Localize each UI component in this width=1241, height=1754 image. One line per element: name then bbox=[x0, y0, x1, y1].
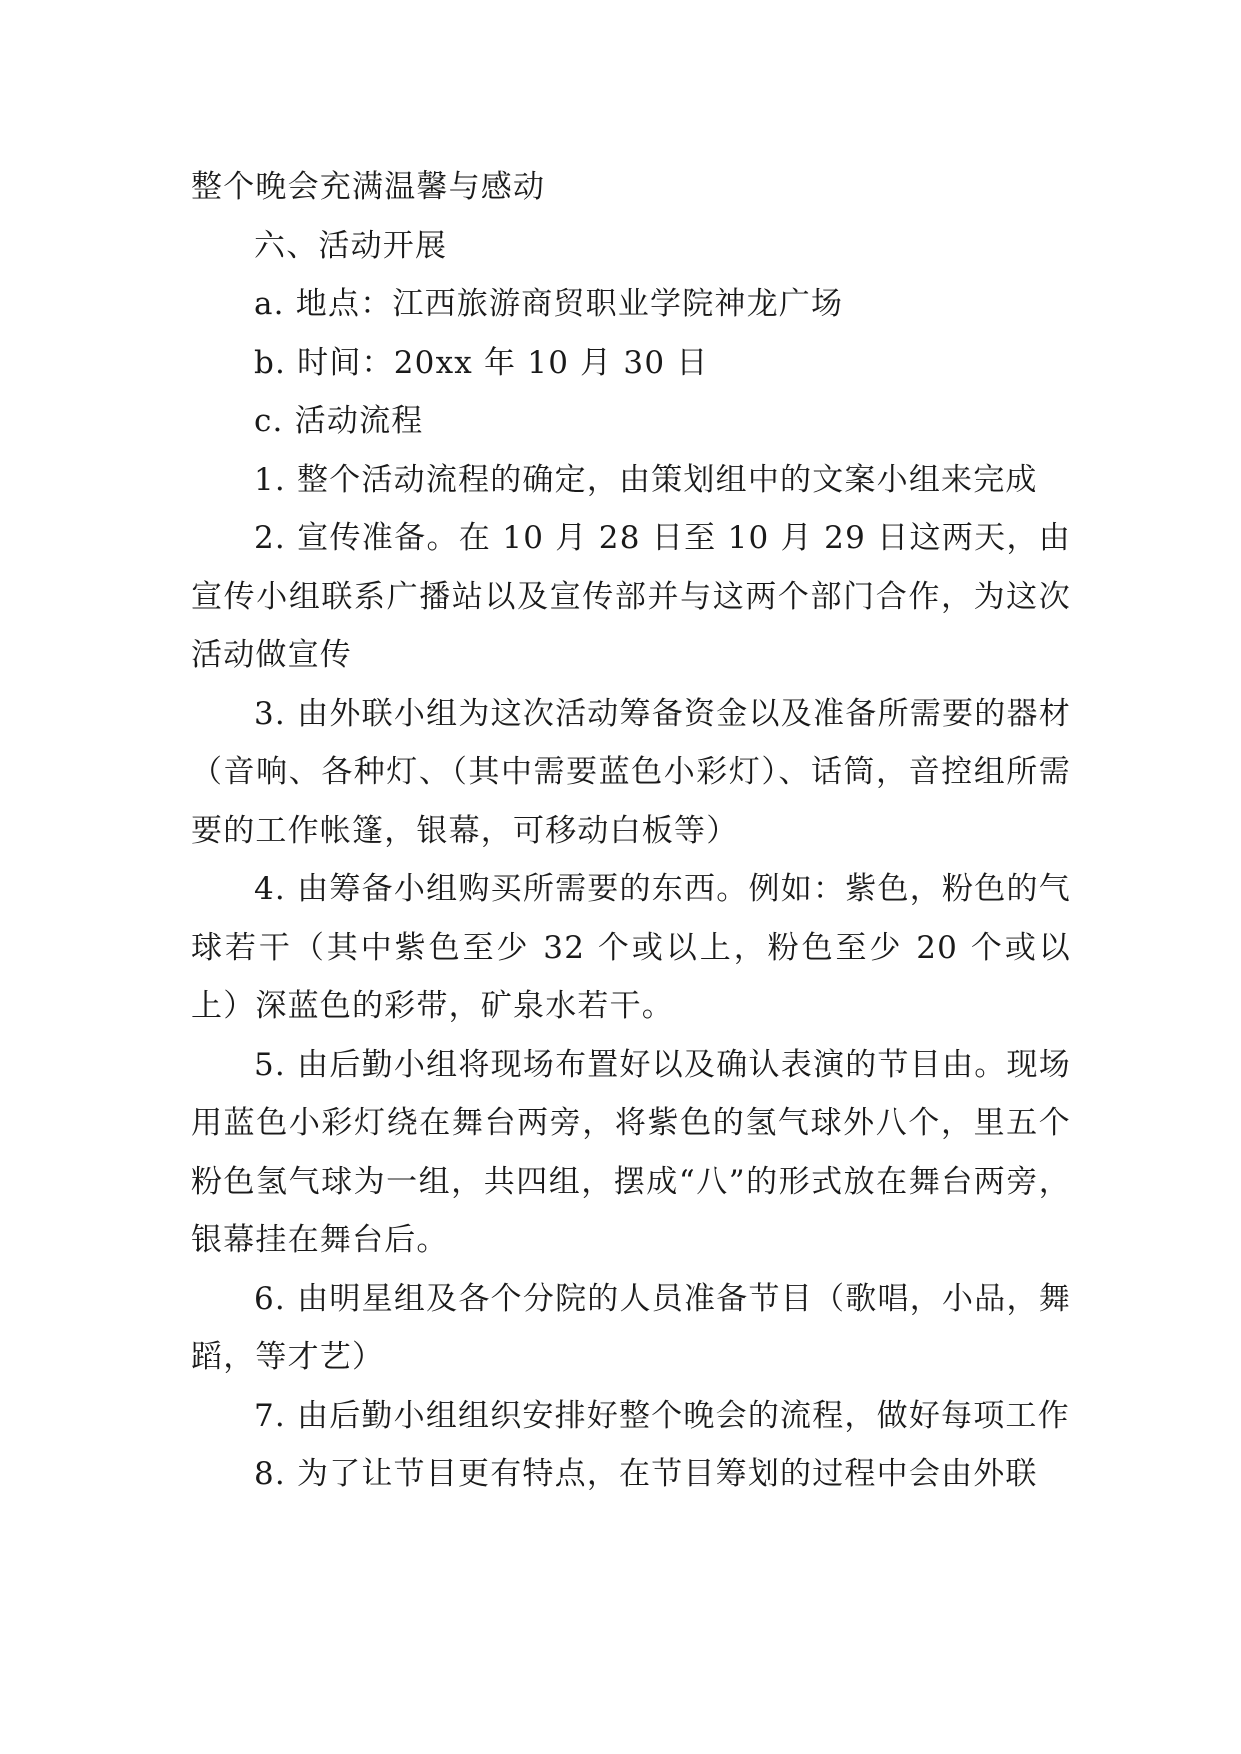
paragraph: b. 时间：20xx 年 10 月 30 日 bbox=[254, 344, 709, 381]
list-item: 6. 由明星组及各个分院的人员准备节目（歌唱，小品，舞蹈，等才艺） bbox=[191, 1280, 1071, 1375]
paragraph: 整个晚会充满温馨与感动 bbox=[191, 169, 546, 205]
list-item: 3. 由外联小组为这次活动筹备资金以及准备所需要的器材（音响、各种灯、（其中需要蓝色小彩灯）、话筒，音控组所需要的工作帐篷，银幕，可移动白板等） bbox=[191, 695, 1071, 849]
list-item: 2. 宣传准备。在 10 月 28 日至 10 月 29 日这两天，由宣传小组联系广播站以及宣传部并与这两个部门合作，为这次活动做宣传 bbox=[191, 520, 1071, 673]
paragraph: a. 地点：江西旅游商贸职业学院神龙广场 bbox=[254, 286, 844, 322]
list-item: 8. 为了让节目更有特点，在节目筹划的过程中会由外联 bbox=[254, 1456, 1038, 1492]
list-item: 4. 由筹备小组购买所需要的东西。例如：紫色，粉色的气球若干（其中紫色至少 32 个或以上，粉色至少 20 个或以上）深蓝色的彩带，矿泉水若干。 bbox=[191, 871, 1071, 1024]
list-item: 5. 由后勤小组将现场布置好以及确认表演的节目由。现场用蓝色小彩灯绕在舞台两旁，将紫色的氢气球外八个，里五个粉色氢气球为一组，共四组，摆成“八”的形式放在舞台两旁，银幕挂在舞台后。 bbox=[191, 1046, 1071, 1258]
paragraph: c. 活动流程 bbox=[254, 403, 424, 439]
list-item: 7. 由后勤小组组织安排好整个晚会的流程，做好每项工作 bbox=[254, 1397, 1070, 1434]
document-body bbox=[191, 158, 1071, 1504]
section-heading: 六、活动开展 bbox=[254, 227, 448, 264]
list-item: 1. 整个活动流程的确定，由策划组中的文案小组来完成 bbox=[254, 461, 1038, 498]
